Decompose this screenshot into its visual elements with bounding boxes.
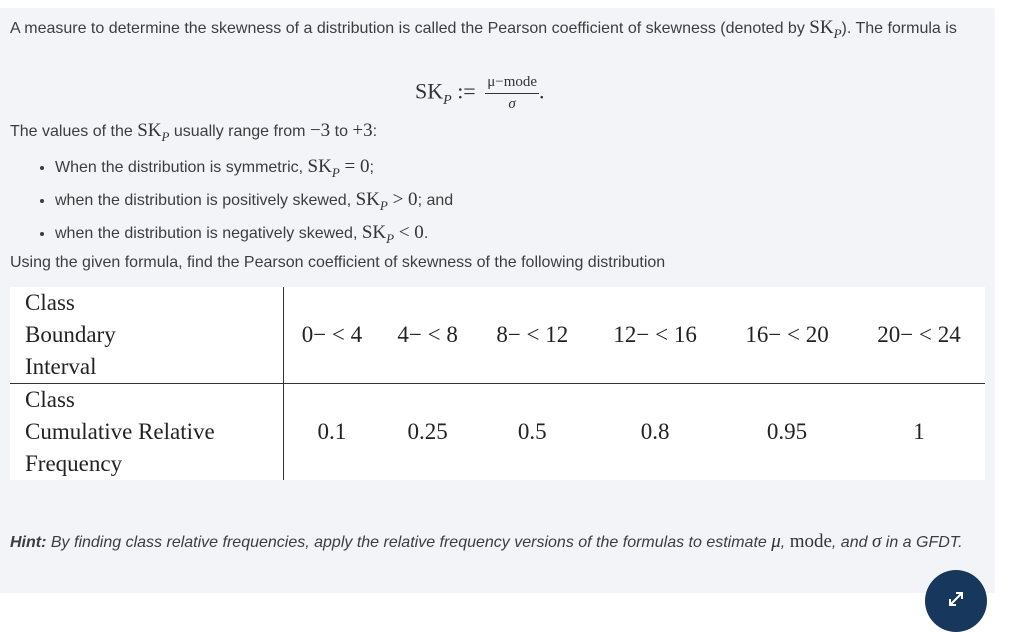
- formula-assign: :=: [451, 78, 476, 104]
- intro-text: A measure to determine the skewness of a distribution is called the Pearson coefficient of skewness (denoted by: [10, 20, 810, 37]
- formula-denominator: σ: [508, 96, 516, 112]
- hint-label: Hint:: [10, 534, 47, 551]
- interval-cell: 4− < 8: [380, 287, 476, 384]
- value-cell: 0.25: [407, 419, 448, 444]
- formula-lhs: SK: [415, 78, 444, 104]
- value-cell: 0.95: [766, 419, 808, 444]
- intro-paragraph: [10, 14, 970, 47]
- sk-symbol: $SK_P$: [809, 17, 842, 41]
- frequency-table: [10, 287, 985, 480]
- instruction-text: Using the given formula, find the Pearson coefficient of skewness of the following distribution: [10, 254, 666, 271]
- formula-numerator: μ−mode: [485, 74, 539, 94]
- intro-text-end: ). The formula is: [841, 20, 957, 37]
- table-row-intervals: [10, 287, 985, 384]
- value-cell: 0.1: [317, 419, 347, 444]
- bullet-negative: • when the distribution is negatively skewed, $SK_P < 0$.: [55, 219, 453, 252]
- value-cell: 0.5: [517, 419, 547, 444]
- interval-cell: 8− < 12: [475, 287, 589, 384]
- sigma-symbol: σ: [871, 531, 882, 552]
- formula-period: .: [539, 78, 545, 104]
- bullet-positive: • when the distribution is positively skewed, $SK_P > 0$; and: [55, 186, 453, 219]
- sk-symbol: $SK_P$: [137, 120, 170, 144]
- mu-symbol: μ: [771, 531, 781, 552]
- formula-lhs-sub: P: [443, 92, 452, 108]
- range-sentence: The values of the $SK_P$ usually range from −3 to +3:: [10, 120, 378, 144]
- range-low: −3: [309, 120, 331, 141]
- interval-cell: 20− < 24: [853, 287, 985, 384]
- interval-cell: 0− < 4: [284, 287, 380, 384]
- bullet-symmetric: • When the distribution is symmetric, $SK_P = 0$;: [55, 153, 453, 186]
- mode-word: mode: [789, 531, 832, 552]
- row-header-cumulative-relative-frequency: Class Cumulative Relative Frequency: [10, 384, 284, 481]
- formula-fraction: [485, 74, 539, 113]
- value-cell: 0.8: [640, 419, 670, 444]
- interval-cell: 12− < 16: [589, 287, 721, 384]
- hint-text: Hint: By finding class relative frequencies, apply the relative frequency versions of the formulas to estimate μ, mode, and σ in a GFDT.: [10, 531, 963, 552]
- pearson-formula: [415, 74, 545, 113]
- skewness-bullets: [35, 153, 453, 251]
- table-row-cumulative: [10, 384, 985, 481]
- interval-cell: 16− < 20: [721, 287, 853, 384]
- expand-icon: [947, 590, 965, 613]
- value-cell: 1: [913, 419, 925, 444]
- expand-button[interactable]: [925, 570, 987, 632]
- row-header-class-boundary-interval: Class Boundary Interval: [10, 287, 284, 384]
- range-high: +3: [352, 120, 373, 141]
- problem-card: [0, 8, 995, 593]
